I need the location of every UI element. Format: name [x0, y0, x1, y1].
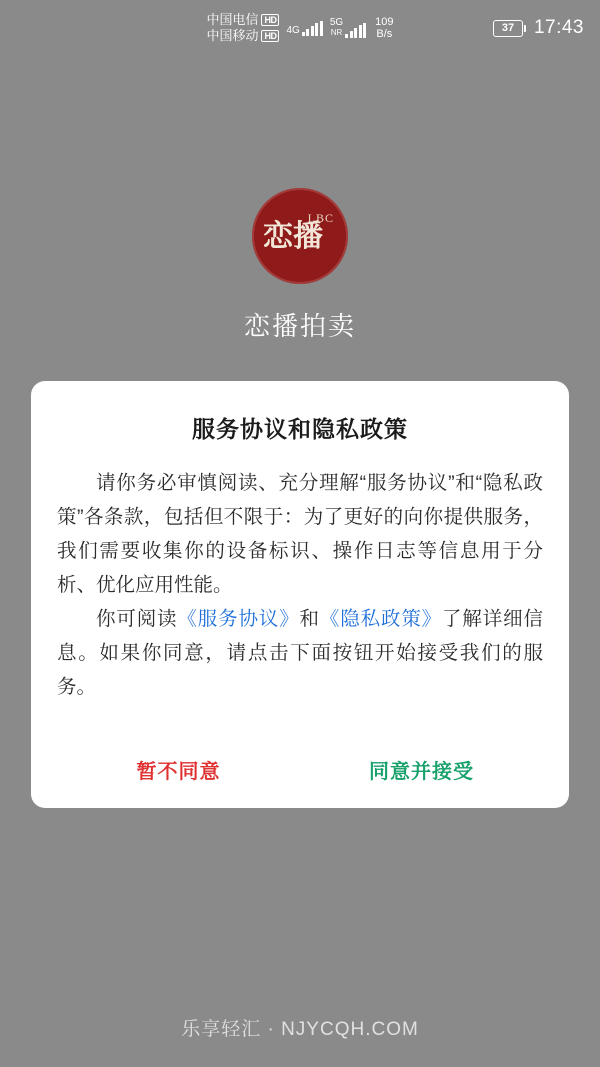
paragraph2-middle: 和: [299, 608, 320, 630]
dialog-title: 服务协议和隐私政策: [192, 416, 408, 442]
carrier-labels: [206, 13, 279, 43]
status-bar: [0, 0, 600, 56]
carrier-row-1: [206, 13, 279, 27]
decline-button[interactable]: 暂不同意: [57, 754, 300, 785]
dialog-action-bar: [57, 730, 543, 808]
privacy-policy-dialog: [31, 381, 569, 808]
dialog-body: [57, 466, 543, 704]
carrier-name-2: 中国移动: [206, 28, 259, 43]
signal-bars-1: [302, 21, 323, 36]
network-type-1: 4G: [286, 24, 300, 36]
network-speed-unit: B/s: [376, 28, 393, 40]
network-type-2: 5G NR: [329, 17, 344, 37]
network-speed-indicator: [375, 16, 393, 40]
signal-group-1: [286, 21, 322, 36]
accept-button[interactable]: 同意并接受: [300, 754, 543, 785]
hd-badge-2: HD: [261, 30, 279, 42]
hd-badge-1: HD: [261, 14, 279, 26]
app-logo-monogram: LBC: [307, 211, 334, 225]
paragraph2-prefix: 你可阅读: [96, 608, 178, 630]
carrier-name-1: 中国电信: [206, 12, 259, 27]
status-bar-center: [206, 13, 393, 43]
signal-bars-2: [345, 23, 366, 38]
carrier-row-2: [206, 29, 279, 43]
battery-cap: [524, 25, 526, 32]
privacy-policy-link[interactable]: 《隐私政策》: [319, 608, 443, 630]
app-name: 恋播拍卖: [243, 311, 356, 341]
splash-branding: [0, 188, 600, 343]
dialog-paragraph-2: [57, 602, 543, 704]
paragraph2-suffix: 了解详细信息。如果你同意，请点击下面按钮开始接受我们的服务。: [57, 608, 543, 698]
status-bar-right: [493, 0, 584, 56]
dialog-paragraph-1: 请你务必审慎阅读、充分理解“服务协议”和“隐私政策”各条款，包括但不限于：为了更好的向你提供服务，我们需要收集你的设备标识、操作日志等信息用于分析、优化应用性能。: [57, 472, 543, 596]
status-bar-clock: 17:43: [533, 17, 584, 38]
app-logo-text: 恋播: [263, 219, 323, 253]
battery-level-text: 37: [493, 20, 523, 37]
app-logo-icon: [252, 188, 348, 284]
service-agreement-link[interactable]: 《服务协议》: [177, 608, 300, 630]
footer-watermark: 乐享轻汇 · NJYCQH.COM: [181, 1019, 419, 1040]
battery-icon: [493, 20, 526, 37]
network-speed-value: 109: [375, 16, 394, 28]
signal-group-2: [330, 18, 366, 38]
